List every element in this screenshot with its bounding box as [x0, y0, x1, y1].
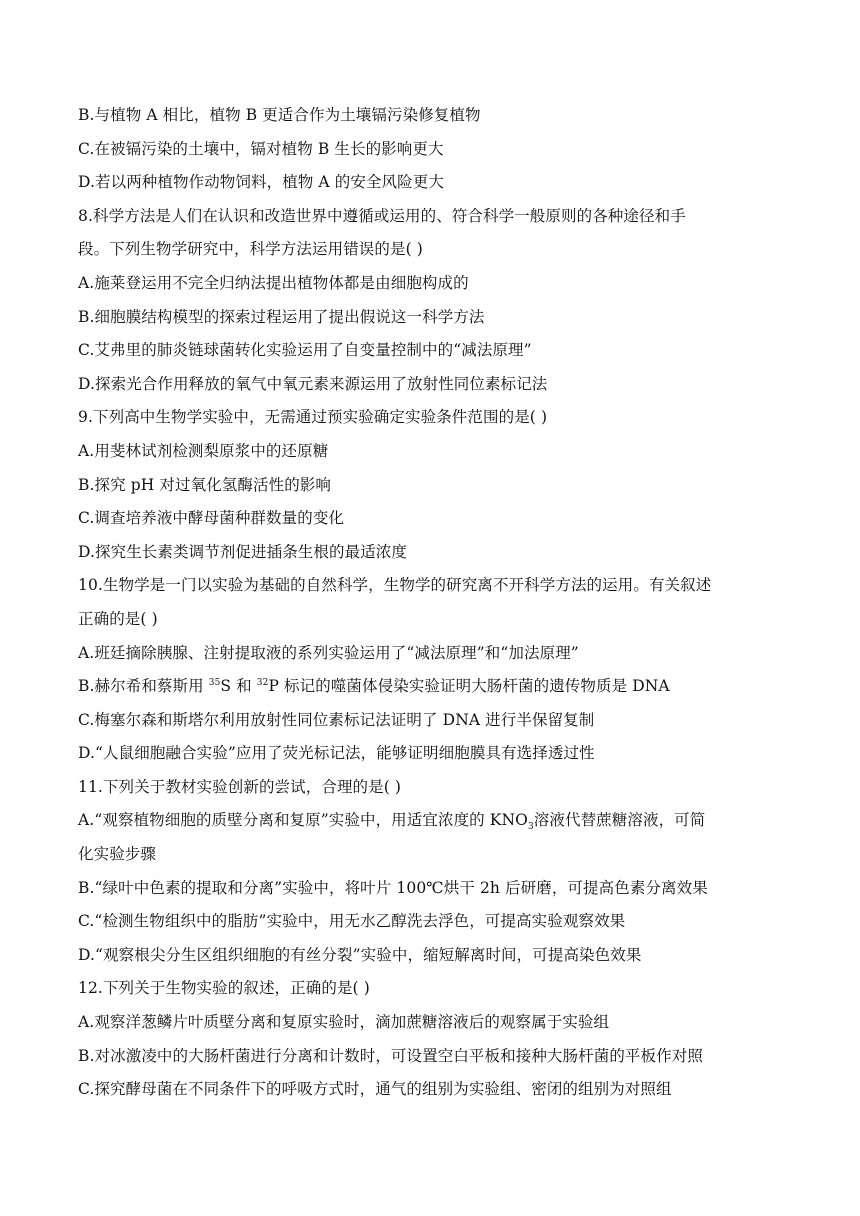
option-9d: D.探究生长素类调节剂促进插条生根的最适浓度	[78, 542, 408, 561]
option-11a-cont: 化实验步骤	[78, 845, 157, 864]
option-10d: D.“人鼠细胞融合实验”应用了荧光标记法，能够证明细胞膜具有选择透过性	[78, 744, 595, 763]
option-10b	[78, 670, 778, 704]
option-8d: D.探索光合作用释放的氧气中氧元素来源运用了放射性同位素标记法	[78, 374, 548, 393]
question-8-stem: 8.科学方法是人们在认识和改造世界中遵循或运用的、符合科学一般原则的各种途径和手	[78, 206, 686, 225]
question-8-stem-cont: 段。下列生物学研究中，科学方法运用错误的是( )	[78, 240, 423, 259]
option-11c: C.“检测生物组织中的脂肪”实验中，用无水乙醇洗去浮色，可提高实验观察效果	[78, 912, 626, 931]
option-9c: C.调查培养液中酵母菌种群数量的变化	[78, 509, 345, 528]
option-12c: C.探究酵母菌在不同条件下的呼吸方式时，通气的组别为实验组、密闭的组别为对照组	[78, 1080, 672, 1099]
kno3-subscript: 3	[527, 822, 534, 833]
option-9b: B.探究 pH 对过氧化氢酶活性的影响	[78, 475, 332, 494]
option-9a: A.用斐林试剂检测梨原浆中的还原糖	[78, 441, 329, 460]
option-8a: A.施莱登运用不完全归纳法提出植物体都是由细胞构成的	[78, 273, 469, 292]
option-11a-text-1: A.“观察植物细胞的质壁分离和复原”实验中，用适宜浓度的 KNO	[78, 811, 528, 830]
option-7d: D.若以两种植物作动物饲料，植物 A 的安全风险更大	[78, 173, 444, 192]
isotope-32-superscript: 32	[256, 677, 269, 688]
option-10b-text-2: S 和	[220, 677, 257, 696]
option-12a: A.观察洋葱鳞片叶质壁分离和复原实验时，滴加蔗糖溶液后的观察属于实验组	[78, 1013, 610, 1032]
option-11a-text-2: 溶液代替蔗糖溶液，可简	[533, 811, 706, 830]
option-11a	[78, 804, 778, 838]
option-7b: B.与植物 A 相比，植物 B 更适合作为土壤镉污染修复植物	[78, 106, 481, 124]
option-10b-text-3: P 标记的噬菌体侵染实验证明大肠杆菌的遗传物质是 DNA	[268, 677, 670, 696]
option-10a: A.班廷摘除胰腺、注射提取液的系列实验运用了“减法原理”和“加法原理”	[78, 643, 579, 662]
option-10c: C.梅塞尔森和斯塔尔利用放射性同位素标记法证明了 DNA 进行半保留复制	[78, 710, 595, 729]
question-9-stem: 9.下列高中生物学实验中，无需通过预实验确定实验条件范围的是( )	[78, 408, 548, 427]
option-8b: B.细胞膜结构模型的探索过程运用了提出假说这一科学方法	[78, 307, 485, 326]
question-10-stem-cont: 正确的是( )	[78, 609, 158, 628]
option-8c: C.艾弗里的肺炎链球菌转化实验运用了自变量控制中的“减法原理”	[78, 341, 532, 360]
document-page	[78, 99, 778, 1107]
option-11b: B.“绿叶中色素的提取和分离”实验中，将叶片 100℃烘干 2h 后研磨，可提高色素分离效果	[78, 878, 708, 897]
option-10b-text-1: B.赫尔希和蔡斯用	[78, 677, 209, 696]
option-12b: B.对冰激凌中的大肠杆菌进行分离和计数时，可设置空白平板和接种大肠杆菌的平板作对照	[78, 1046, 703, 1065]
question-11-stem: 11.下列关于教材实验创新的尝试，合理的是( )	[78, 777, 402, 796]
option-7c: C.在被镉污染的土壤中，镉对植物 B 生长的影响更大	[78, 139, 444, 158]
isotope-35-superscript: 35	[208, 677, 221, 688]
question-10-stem: 10.生物学是一门以实验为基础的自然科学，生物学的研究离不开科学方法的运用。有关叙述	[78, 576, 712, 595]
question-12-stem: 12.下列关于生物实验的叙述，正确的是( )	[78, 979, 370, 998]
option-11d: D.“观察根尖分生区组织细胞的有丝分裂”实验中，缩短解离时间，可提高染色效果	[78, 945, 642, 964]
